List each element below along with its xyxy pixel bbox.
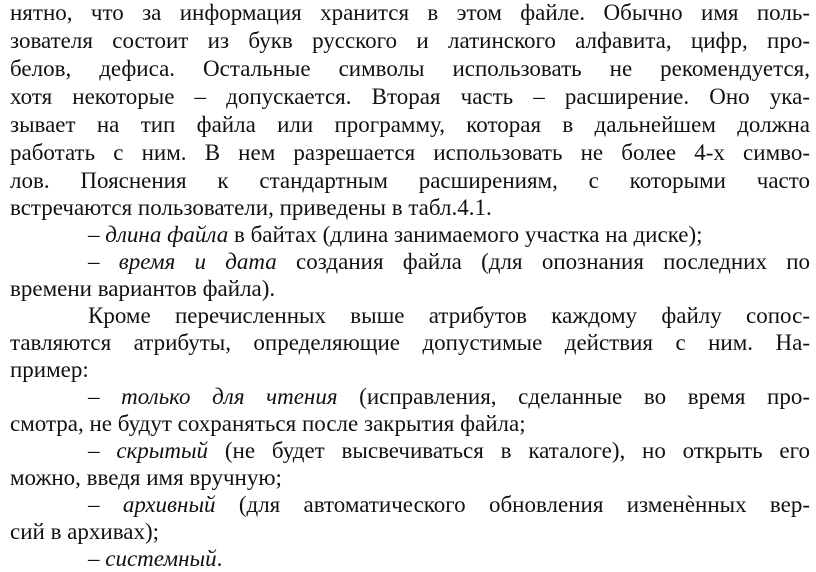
text-line bbox=[10, 112, 810, 138]
text-segment: зывает на тип файла или программу, которая в дальнейшем должна bbox=[10, 112, 810, 137]
text-line bbox=[10, 195, 810, 221]
text-segment: нятно, что за информация хранится в этом файле. Обычно имя поль- bbox=[10, 0, 810, 25]
text-line bbox=[10, 519, 810, 545]
term-italic: скрытый bbox=[116, 438, 209, 463]
term-italic: системный bbox=[105, 546, 217, 571]
text-segment: работать с ним. В нем разрешается использовать не более 4-х симво- bbox=[10, 140, 810, 165]
text-segment: в байтах (длина занимаемого участка на диске); bbox=[228, 222, 703, 247]
list-item bbox=[88, 249, 810, 275]
text-line bbox=[10, 411, 810, 437]
list-item bbox=[88, 222, 810, 248]
text-segment: встречаются пользователи, приведены в табл.4.1. bbox=[10, 195, 492, 220]
text-line bbox=[10, 330, 810, 356]
text-line bbox=[10, 0, 810, 26]
text-segment: сий в архивах); bbox=[10, 519, 160, 544]
text-line bbox=[10, 28, 810, 54]
term-italic: время и дата bbox=[118, 249, 277, 274]
list-dash: – bbox=[88, 546, 106, 571]
text-segment: пример: bbox=[10, 357, 89, 382]
list-dash: – bbox=[88, 492, 123, 517]
text-segment: хотя некоторые – допускается. Вторая часть – расширение. Оно ука- bbox=[10, 84, 810, 109]
text-segment: (исправления, сделанные во время про- bbox=[337, 384, 811, 409]
text-segment: Кроме перечисленных выше атрибутов каждому файлу сопос- bbox=[88, 303, 810, 328]
list-dash: – bbox=[88, 222, 106, 247]
text-line bbox=[10, 276, 810, 302]
paragraph-start bbox=[88, 303, 810, 329]
text-segment: (для автоматического обновления изменѐнных вер- bbox=[215, 492, 811, 517]
list-item bbox=[88, 384, 810, 410]
list-dash: – bbox=[88, 384, 122, 409]
text-line bbox=[10, 465, 810, 491]
text-segment: зователя состоит из букв русского и латинского алфавита, цифр, про- bbox=[10, 28, 810, 53]
text-segment: тавляются атрибуты, определяющие допустимые действия с ним. На- bbox=[10, 330, 810, 355]
term-italic: длина файла bbox=[105, 222, 229, 247]
text-segment: лов. Пояснения к стандартным расширениям, с которыми часто bbox=[10, 168, 810, 193]
text-segment: времени вариантов файла). bbox=[10, 276, 276, 301]
text-line bbox=[10, 140, 810, 166]
term-italic: архивный bbox=[122, 492, 216, 517]
text-segment: смотра, не будут сохраняться после закрытия файла; bbox=[10, 411, 526, 436]
list-item bbox=[88, 438, 810, 464]
list-item bbox=[88, 546, 810, 572]
text-line bbox=[10, 357, 810, 383]
text-segment: (не будет высвечиваться в каталоге), но открыть его bbox=[208, 438, 810, 463]
list-item bbox=[88, 492, 810, 518]
text-line bbox=[10, 84, 810, 110]
text-segment: можно, введя имя вручную; bbox=[10, 465, 282, 490]
term-italic: только для чтения bbox=[121, 384, 338, 409]
text-line bbox=[10, 168, 810, 194]
text-line bbox=[10, 56, 810, 82]
list-dash: – bbox=[88, 249, 119, 274]
text-segment: белов, дефиса. Остальные символы использовать не рекомендуется, bbox=[10, 56, 810, 81]
text-segment: . bbox=[216, 546, 223, 571]
text-segment: создания файла (для опознания последних по bbox=[276, 249, 811, 274]
list-dash: – bbox=[88, 438, 117, 463]
